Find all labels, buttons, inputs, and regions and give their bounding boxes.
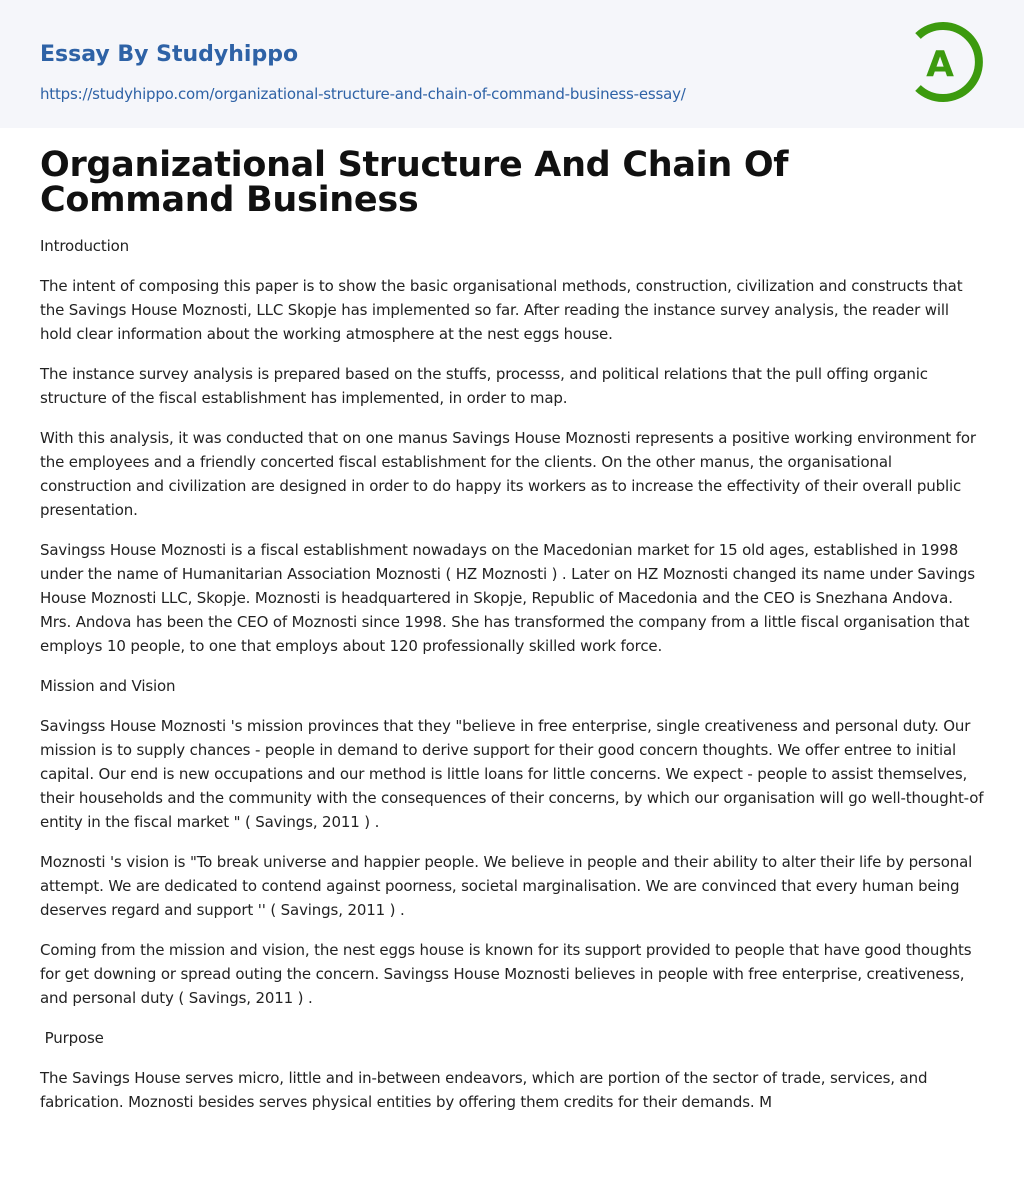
paragraph: The intent of composing this paper is to show the basic organisational methods, construction, civilization and constructs that the Savings House Moznosti, LLC Skopje has implemented so far. After reading the instance survey analysis, the reader will hold clear information about the working atmosphere at the nest eggs house. (40, 277, 963, 343)
studyhippo-logo-icon[interactable] (912, 20, 986, 104)
logo-letter: A (926, 44, 954, 85)
paragraph: Savingss House Moznosti is a fiscal establishment nowadays on the Macedonian market for 15 old ages, established in 1998 under the name of Humanitarian Association Moznosti ( HZ Moznosti ) . Later on HZ Moznosti changed its name under Savings House Moznosti LLC, Skopje. Moznosti is headquartered in Skopje, Republic of Macedonia and the CEO is Snezhana Andova. Mrs. Andova has been the CEO of Moznosti since 1998. She has transformed the company from a little fiscal organisation that employs 10 people, to one that employs about 120 professionally skilled work force. (40, 541, 975, 655)
page-title: Organizational Structure And Chain Of Command Business (40, 145, 789, 220)
essay-url-link[interactable]: https://studyhippo.com/organizational-structure-and-chain-of-command-business-essay/ (40, 85, 686, 103)
section-heading-purpose: Purpose (40, 1029, 104, 1047)
brand-name[interactable]: Essay By Studyhippo (40, 42, 299, 67)
section-heading-mission-vision: Mission and Vision (40, 677, 176, 695)
essay-content (40, 234, 984, 1114)
section-heading-introduction: Introduction (40, 237, 130, 255)
essay-body (0, 145, 1024, 1114)
paragraph: The instance survey analysis is prepared based on the stuffs, processs, and political relations that the pull offing organic structure of the fiscal establishment has implemented, in order to map. (40, 365, 928, 407)
paragraph: Coming from the mission and vision, the nest eggs house is known for its support provided to people that have good thoughts for get downing or spread outing the concern. Savingss House Moznosti believes in people with free enterprise, creativeness, and personal duty ( Savings, 2011 ) . (40, 941, 972, 1007)
paragraph: Savingss House Moznosti 's mission provinces that they "believe in free enterprise, single creativeness and personal duty. Our mission is to supply chances - people in demand to derive support for their good concern thoughts. We offer entree to initial capital. Our end is new occupations and our method is little loans for little concerns. We expect - people to assist themselves, their households and the community with the consequences of their concerns, by which our organisation will go well-thought-of entity in the fiscal market " ( Savings, 2011 ) . (40, 717, 984, 831)
paragraph: Moznosti 's vision is "To break universe and happier people. We believe in people and their ability to alter their life by personal attempt. We are dedicated to contend against poorness, societal marginalisation. We are convinced that every human being deserves regard and support '' ( Savings, 2011 ) . (40, 853, 973, 919)
paragraph: With this analysis, it was conducted that on one manus Savings House Moznosti represents a positive working environment for the employees and a friendly concerted fiscal establishment for the clients. On the other manus, the organisational construction and civilization are designed in order to do happy its workers as to increase the effectivity of their overall public presentation. (40, 429, 976, 519)
paragraph: The Savings House serves micro, little and in-between endeavors, which are portion of the sector of trade, services, and fabrication. Moznosti besides serves physical entities by offering them credits for their demands. M (40, 1069, 928, 1111)
site-header (0, 0, 1024, 128)
